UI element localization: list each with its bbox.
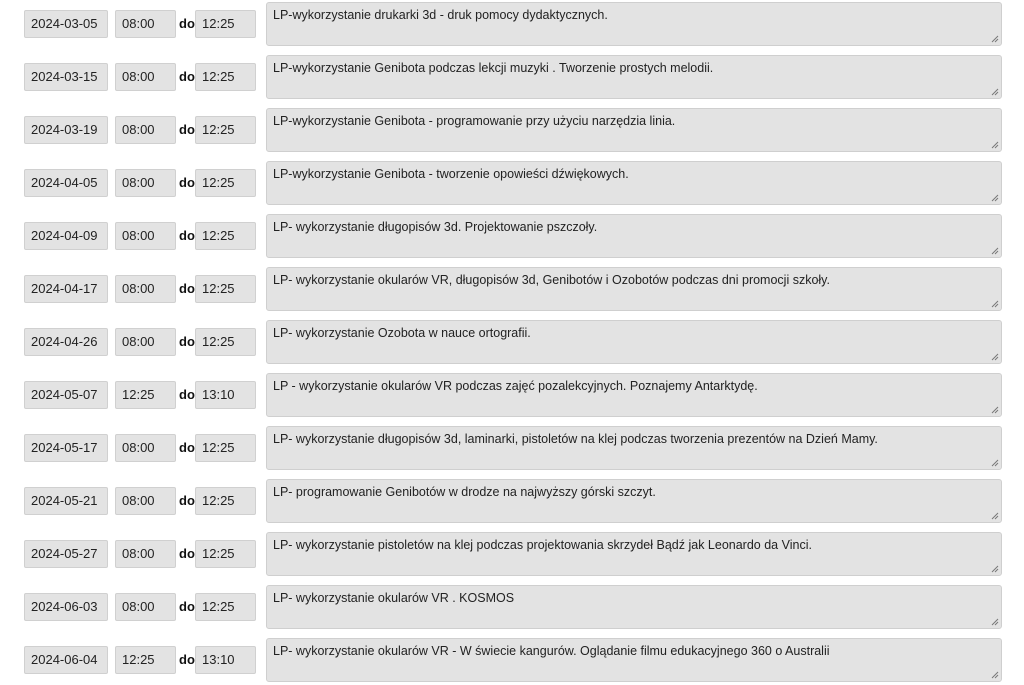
time-separator-label: do: [179, 122, 195, 137]
description-text: LP- wykorzystanie okularów VR . KOSMOS: [273, 591, 515, 605]
date-field[interactable]: 2024-05-17: [24, 434, 108, 462]
description-text: LP- wykorzystanie długopisów 3d, laminarki, pistoletów na klej podczas tworzenia prezentów na Dzień Mamy.: [273, 432, 878, 446]
date-field[interactable]: 2024-04-17: [24, 275, 108, 303]
end-time-field[interactable]: 12:25: [195, 10, 256, 38]
description-textarea[interactable]: [266, 214, 1002, 258]
description-textarea[interactable]: [266, 2, 1002, 46]
date-field[interactable]: 2024-03-19: [24, 116, 108, 144]
description-textarea[interactable]: [266, 108, 1002, 152]
schedule-row: [0, 479, 1024, 523]
end-time-field[interactable]: 12:25: [195, 169, 256, 197]
resize-grip-icon[interactable]: [991, 35, 999, 43]
resize-grip-icon[interactable]: [991, 459, 999, 467]
start-time-field[interactable]: 08:00: [115, 222, 176, 250]
description-textarea[interactable]: [266, 55, 1002, 99]
description-textarea[interactable]: [266, 426, 1002, 470]
resize-grip-icon[interactable]: [991, 512, 999, 520]
description-text: LP- wykorzystanie okularów VR - W świecie kangurów. Oglądanie filmu edukacyjnego 360 o Australii: [273, 644, 830, 658]
time-separator-label: do: [179, 387, 195, 402]
date-field[interactable]: 2024-03-05: [24, 10, 108, 38]
description-text: LP-wykorzystanie drukarki 3d - druk pomocy dydaktycznych.: [273, 8, 608, 22]
resize-grip-icon[interactable]: [991, 353, 999, 361]
schedule-row: [0, 214, 1024, 258]
schedule-row: [0, 638, 1024, 682]
end-time-field[interactable]: 12:25: [195, 540, 256, 568]
date-field[interactable]: 2024-06-04: [24, 646, 108, 674]
resize-grip-icon[interactable]: [991, 406, 999, 414]
date-field[interactable]: 2024-05-07: [24, 381, 108, 409]
description-text: LP- wykorzystanie pistoletów na klej podczas projektowania skrzydeł Bądź jak Leonardo da Vinci.: [273, 538, 812, 552]
resize-grip-icon[interactable]: [991, 300, 999, 308]
resize-grip-icon[interactable]: [991, 618, 999, 626]
time-separator-label: do: [179, 493, 195, 508]
description-text: LP- programowanie Genibotów w drodze na najwyższy górski szczyt.: [273, 485, 656, 499]
start-time-field[interactable]: 08:00: [115, 116, 176, 144]
end-time-field[interactable]: 12:25: [195, 222, 256, 250]
description-text: LP - wykorzystanie okularów VR podczas zajęć pozalekcyjnych. Poznajemy Antarktydę.: [273, 379, 758, 393]
start-time-field[interactable]: 08:00: [115, 540, 176, 568]
date-field[interactable]: 2024-05-27: [24, 540, 108, 568]
schedule-row: [0, 161, 1024, 205]
start-time-field[interactable]: 08:00: [115, 169, 176, 197]
resize-grip-icon[interactable]: [991, 194, 999, 202]
time-separator-label: do: [179, 16, 195, 31]
start-time-field[interactable]: 08:00: [115, 328, 176, 356]
resize-grip-icon[interactable]: [991, 141, 999, 149]
date-field[interactable]: 2024-04-26: [24, 328, 108, 356]
schedule-row: [0, 426, 1024, 470]
date-field[interactable]: 2024-05-21: [24, 487, 108, 515]
end-time-field[interactable]: 13:10: [195, 381, 256, 409]
start-time-field[interactable]: 08:00: [115, 63, 176, 91]
schedule-row: [0, 585, 1024, 629]
description-text: LP-wykorzystanie Genibota - tworzenie opowieści dźwiękowych.: [273, 167, 629, 181]
start-time-field[interactable]: 08:00: [115, 487, 176, 515]
date-field[interactable]: 2024-04-09: [24, 222, 108, 250]
end-time-field[interactable]: 12:25: [195, 487, 256, 515]
schedule-row: [0, 2, 1024, 46]
description-text: LP- wykorzystanie Ozobota w nauce ortografii.: [273, 326, 531, 340]
description-textarea[interactable]: [266, 161, 1002, 205]
schedule-row: [0, 267, 1024, 311]
resize-grip-icon[interactable]: [991, 88, 999, 96]
end-time-field[interactable]: 12:25: [195, 63, 256, 91]
start-time-field[interactable]: 08:00: [115, 275, 176, 303]
start-time-field[interactable]: 08:00: [115, 10, 176, 38]
schedule-row: [0, 373, 1024, 417]
description-textarea[interactable]: [266, 320, 1002, 364]
time-separator-label: do: [179, 281, 195, 296]
description-textarea[interactable]: [266, 373, 1002, 417]
time-separator-label: do: [179, 228, 195, 243]
end-time-field[interactable]: 12:25: [195, 434, 256, 462]
end-time-field[interactable]: 12:25: [195, 275, 256, 303]
time-separator-label: do: [179, 175, 195, 190]
start-time-field[interactable]: 08:00: [115, 434, 176, 462]
description-text: LP- wykorzystanie długopisów 3d. Projektowanie pszczoły.: [273, 220, 598, 234]
end-time-field[interactable]: 12:25: [195, 593, 256, 621]
description-text: LP-wykorzystanie Genibota podczas lekcji muzyki . Tworzenie prostych melodii.: [273, 61, 714, 75]
end-time-field[interactable]: 12:25: [195, 328, 256, 356]
time-separator-label: do: [179, 440, 195, 455]
time-separator-label: do: [179, 599, 195, 614]
start-time-field[interactable]: 12:25: [115, 646, 176, 674]
description-textarea[interactable]: [266, 638, 1002, 682]
description-text: LP-wykorzystanie Genibota - programowanie przy użyciu narzędzia linia.: [273, 114, 676, 128]
schedule-row: [0, 532, 1024, 576]
description-textarea[interactable]: [266, 479, 1002, 523]
start-time-field[interactable]: 12:25: [115, 381, 176, 409]
description-textarea[interactable]: [266, 532, 1002, 576]
description-text: LP- wykorzystanie okularów VR, długopisów 3d, Genibotów i Ozobotów podczas dni promocji szkoły.: [273, 273, 830, 287]
description-textarea[interactable]: [266, 267, 1002, 311]
time-separator-label: do: [179, 69, 195, 84]
time-separator-label: do: [179, 652, 195, 667]
start-time-field[interactable]: 08:00: [115, 593, 176, 621]
schedule-row: [0, 320, 1024, 364]
end-time-field[interactable]: 13:10: [195, 646, 256, 674]
resize-grip-icon[interactable]: [991, 671, 999, 679]
schedule-row: [0, 55, 1024, 99]
date-field[interactable]: 2024-04-05: [24, 169, 108, 197]
schedule-row: [0, 108, 1024, 152]
description-textarea[interactable]: [266, 585, 1002, 629]
resize-grip-icon[interactable]: [991, 565, 999, 573]
time-separator-label: do: [179, 546, 195, 561]
time-separator-label: do: [179, 334, 195, 349]
date-field[interactable]: 2024-03-15: [24, 63, 108, 91]
date-field[interactable]: 2024-06-03: [24, 593, 108, 621]
resize-grip-icon[interactable]: [991, 247, 999, 255]
end-time-field[interactable]: 12:25: [195, 116, 256, 144]
